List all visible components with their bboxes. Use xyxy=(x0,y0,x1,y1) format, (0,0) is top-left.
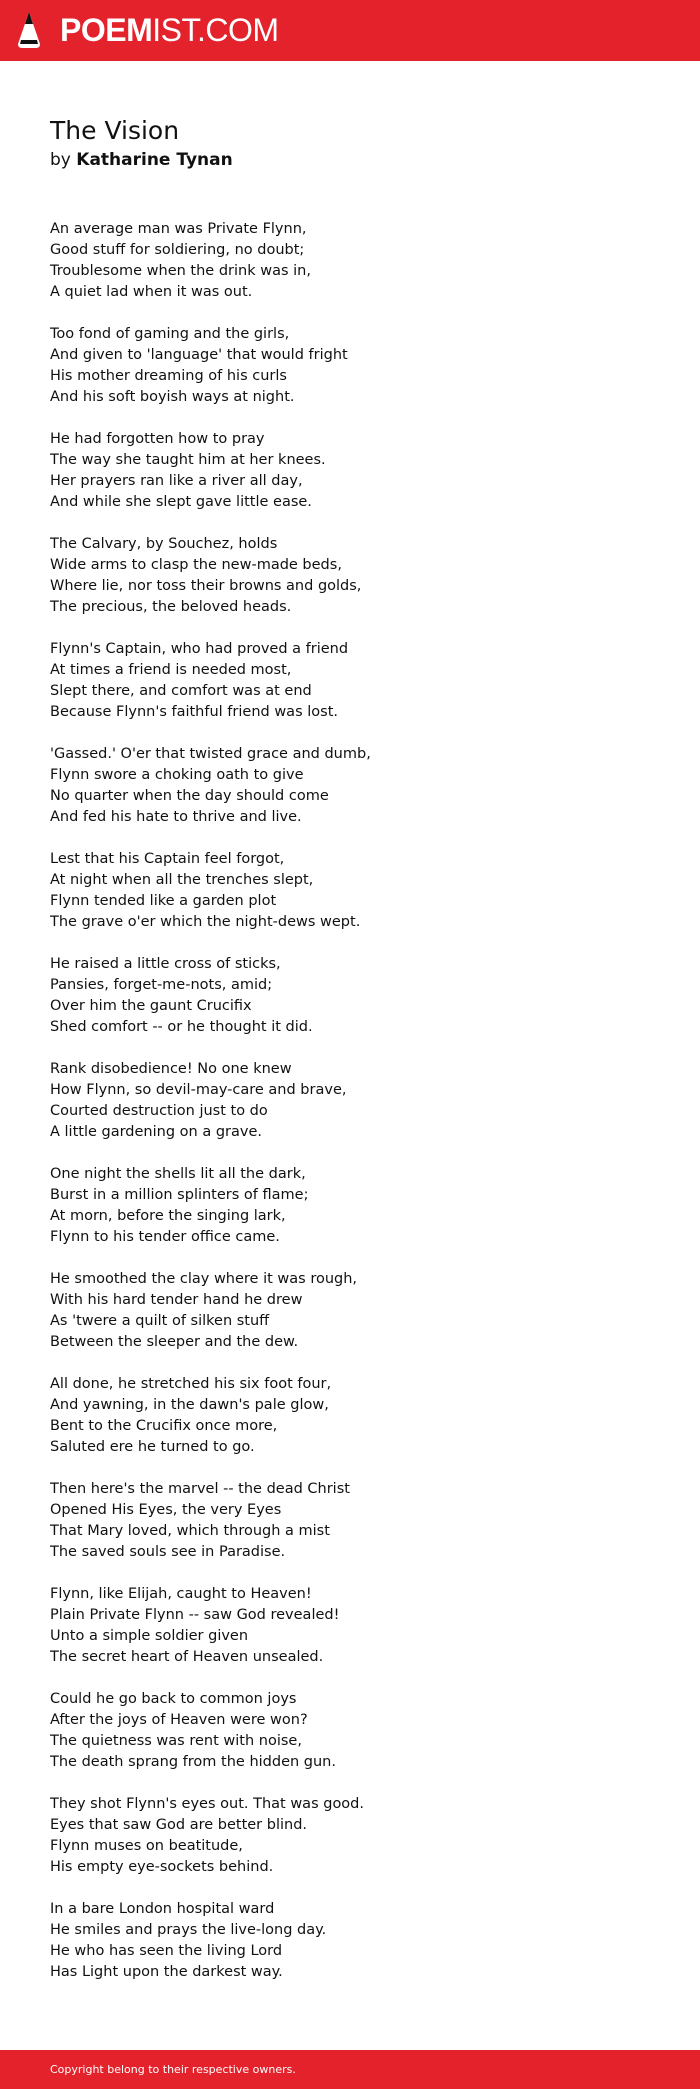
poem-stanza xyxy=(50,639,650,723)
poem-line: In a bare London hospital ward xyxy=(50,1901,275,1917)
poem-line: Lest that his Captain feel forgot, xyxy=(50,851,285,867)
poem-line: Rank disobedience! No one knew xyxy=(50,1061,292,1077)
poem-line: They shot Flynn's eyes out. That was good. xyxy=(50,1796,364,1812)
poem-stanza xyxy=(50,1584,650,1668)
poem-line: The Calvary, by Souchez, holds xyxy=(50,536,278,552)
poem-line: Opened His Eyes, the very Eyes xyxy=(50,1502,282,1518)
poem-line: And his soft boyish ways at night. xyxy=(50,389,295,405)
poem-stanza xyxy=(50,534,650,618)
poem-line: And given to 'language' that would fright xyxy=(50,347,348,363)
poem-line: Bent to the Crucifix once more, xyxy=(50,1418,278,1434)
poem-line: The precious, the beloved heads. xyxy=(50,599,292,615)
poem-stanza xyxy=(50,1269,650,1353)
poem-line: The way she taught him at her knees. xyxy=(50,452,326,468)
poem-line: 'Gassed.' O'er that twisted grace and dumb, xyxy=(50,746,371,762)
poem-line: Flynn's Captain, who had proved a friend xyxy=(50,641,349,657)
poem-line: The quietness was rent with noise, xyxy=(50,1733,302,1749)
poem-line: Troublesome when the drink was in, xyxy=(50,263,311,279)
poem-line: Saluted ere he turned to go. xyxy=(50,1439,255,1455)
poem-stanza xyxy=(50,1374,650,1458)
poem-line: At night when all the trenches slept, xyxy=(50,872,314,888)
poem-line: Because Flynn's faithful friend was lost. xyxy=(50,704,338,720)
poem-line: Wide arms to clasp the new-made beds, xyxy=(50,557,342,573)
poem-stanza xyxy=(50,954,650,1038)
logo-light-text: IST.COM xyxy=(152,12,279,48)
poem-line: Could he go back to common joys xyxy=(50,1691,297,1707)
poem-stanza xyxy=(50,324,650,408)
poem-line: The saved souls see in Paradise. xyxy=(50,1544,286,1560)
poem-stanza xyxy=(50,1689,650,1773)
poem-stanza xyxy=(50,1164,650,1248)
poem-line: He had forgotten how to pray xyxy=(50,431,265,447)
poem-stanza xyxy=(50,1794,650,1878)
poem-stanza xyxy=(50,219,650,303)
poem-title: The Vision xyxy=(50,116,180,145)
poem-line: The death sprang from the hidden gun. xyxy=(50,1754,336,1770)
site-logo[interactable] xyxy=(60,10,279,50)
poem-line: Shed comfort -- or he thought it did. xyxy=(50,1019,313,1035)
by-label: by xyxy=(50,150,71,170)
poem-line: The grave o'er which the night-dews wept. xyxy=(50,914,361,930)
poem-line: Flynn swore a choking oath to give xyxy=(50,767,304,783)
poem-line: Good stuff for soldiering, no doubt; xyxy=(50,242,305,258)
site-footer xyxy=(0,2050,700,2089)
poem-line: A little gardening on a grave. xyxy=(50,1124,262,1140)
poem-line: How Flynn, so devil-may-care and brave, xyxy=(50,1082,347,1098)
poem-line: Slept there, and comfort was at end xyxy=(50,683,312,699)
poem-line: Eyes that saw God are better blind. xyxy=(50,1817,308,1833)
poem-line: Flynn muses on beatitude, xyxy=(50,1838,243,1854)
poem-line: Between the sleeper and the dew. xyxy=(50,1334,299,1350)
poem-line: Has Light upon the darkest way. xyxy=(50,1964,283,1980)
poem-stanza xyxy=(50,1059,650,1143)
poem-line: At morn, before the singing lark, xyxy=(50,1208,286,1224)
site-header xyxy=(0,0,700,61)
poem-line: He who has seen the living Lord xyxy=(50,1943,283,1959)
poem-line: After the joys of Heaven were won? xyxy=(50,1712,308,1728)
logo-bold-text: POEM xyxy=(60,12,153,48)
poem-line: Plain Private Flynn -- saw God revealed! xyxy=(50,1607,340,1623)
poem-line: An average man was Private Flynn, xyxy=(50,221,307,237)
poem-author: Katharine Tynan xyxy=(76,150,233,170)
poem-line: His mother dreaming of his curls xyxy=(50,368,287,384)
poem-line: And while she slept gave little ease. xyxy=(50,494,312,510)
poem-line: He smoothed the clay where it was rough, xyxy=(50,1271,358,1287)
poem-line: His empty eye-sockets behind. xyxy=(50,1859,274,1875)
poem-byline xyxy=(50,149,650,171)
poem-line: Flynn tended like a garden plot xyxy=(50,893,277,909)
poem-content xyxy=(50,115,650,2004)
poem-stanza xyxy=(50,744,650,828)
poem-line: Her prayers ran like a river all day, xyxy=(50,473,303,489)
poem-line: At times a friend is needed most, xyxy=(50,662,292,678)
poem-line: Courted destruction just to do xyxy=(50,1103,268,1119)
poem-line: Flynn to his tender office came. xyxy=(50,1229,280,1245)
poem-line: The secret heart of Heaven unsealed. xyxy=(50,1649,324,1665)
poem-line: Unto a simple soldier given xyxy=(50,1628,249,1644)
poem-line: Where lie, nor toss their browns and golds, xyxy=(50,578,362,594)
poem-line: Over him the gaunt Crucifix xyxy=(50,998,252,1014)
poem-line: And yawning, in the dawn's pale glow, xyxy=(50,1397,329,1413)
poem-line: No quarter when the day should come xyxy=(50,788,329,804)
copyright-notice: Copyright belong to their respective owners. xyxy=(50,2063,296,2076)
poem-body xyxy=(50,219,650,1983)
poem-line: Pansies, forget-me-nots, amid; xyxy=(50,977,273,993)
poem-line: And fed his hate to thrive and live. xyxy=(50,809,302,825)
poem-line: That Mary loved, which through a mist xyxy=(50,1523,330,1539)
poem-line: Too fond of gaming and the girls, xyxy=(50,326,290,342)
poem-stanza xyxy=(50,1899,650,1983)
poem-line: Then here's the marvel -- the dead Christ xyxy=(50,1481,350,1497)
poem-line: He raised a little cross of sticks, xyxy=(50,956,281,972)
poem-line: As 'twere a quilt of silken stuff xyxy=(50,1313,270,1329)
poem-line: A quiet lad when it was out. xyxy=(50,284,253,300)
poem-line: He smiles and prays the live-long day. xyxy=(50,1922,327,1938)
poem-line: One night the shells lit all the dark, xyxy=(50,1166,306,1182)
poem-line: All done, he stretched his six foot four, xyxy=(50,1376,332,1392)
poem-line: With his hard tender hand he drew xyxy=(50,1292,303,1308)
poem-stanza xyxy=(50,1479,650,1563)
poem-line: Burst in a million splinters of flame; xyxy=(50,1187,309,1203)
poem-line: Flynn, like Elijah, caught to Heaven! xyxy=(50,1586,312,1602)
poem-stanza xyxy=(50,429,650,513)
pencil-tip-icon[interactable] xyxy=(16,10,42,50)
poem-stanza xyxy=(50,849,650,933)
